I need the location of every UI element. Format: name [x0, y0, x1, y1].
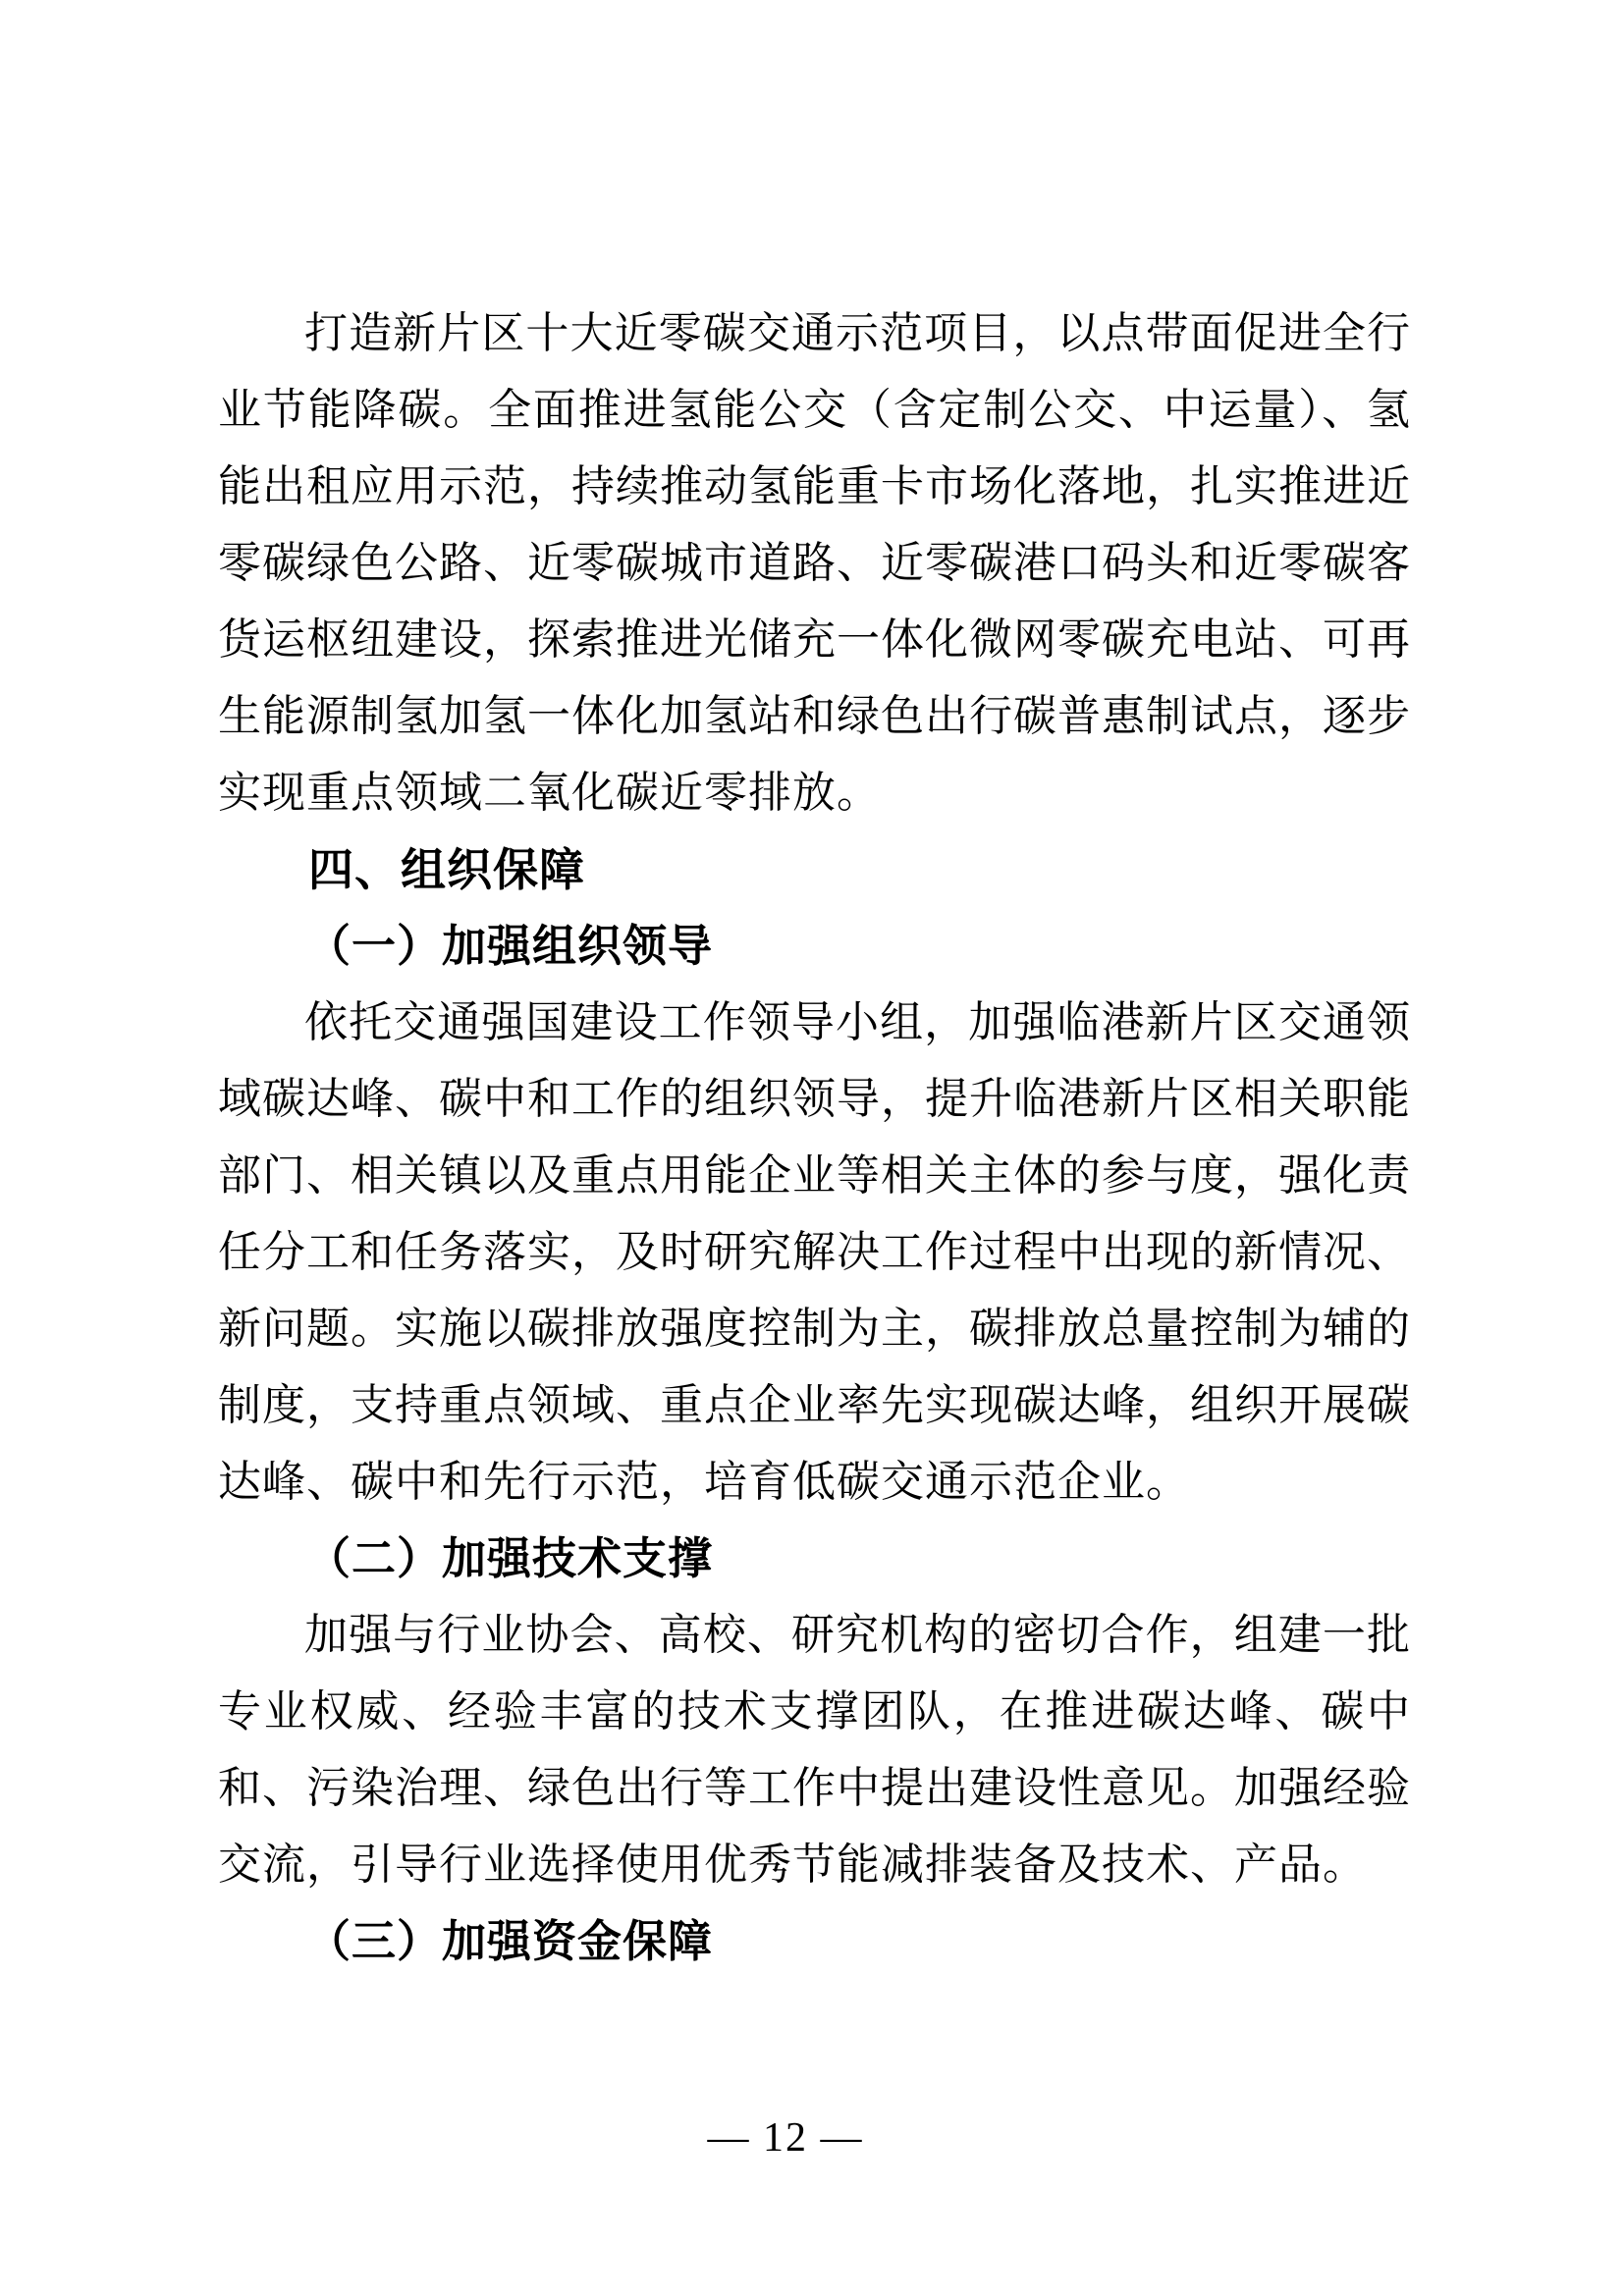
- section-heading-organizational-support: 四、组织保障: [308, 844, 585, 895]
- document-body: [218, 295, 1411, 1980]
- paragraph-org-leadership: 依托交通强国建设工作领导小组，加强临港新片区交通领域碳达峰、碳中和工作的组织领导，提升临港新片区相关职能部门、相关镇以及重点用能企业等相关主体的参与度，强化责任分工和任务落实，及时研究解决工作过程中出现的新情况、新问题。实施以碳排放强度控制为主，碳排放总量控制为辅的制度，支持重点领域、重点企业率先实现碳达峰，组织开展碳达峰、碳中和先行示范，培育低碳交通示范企业。: [218, 998, 1411, 1506]
- subsection-heading-strengthen-org-leadership: （一）加强组织领导: [306, 922, 714, 971]
- page-number: — 12 —: [707, 2115, 864, 2161]
- page-footer: [0, 2112, 1571, 2163]
- paragraph-zero-carbon-projects: 打造新片区十大近零碳交通示范项目，以点带面促进全行业节能降碳。全面推进氢能公交（含定制公交、中运量）、氢能出租应用示范，持续推动氢能重卡市场化落地，扎实推进近零碳绿色公路、近零碳城市道路、近零碳港口码头和近零碳客货运枢纽建设，探索推进光储充一体化微网零碳充电站、可再生能源制氢加氢一体化加氢站和绿色出行碳普惠制试点，逐步实现重点领域二氧化碳近零排放。: [218, 309, 1411, 817]
- paragraph-technical-support: 加强与行业协会、高校、研究机构的密切合作，组建一批专业权威、经验丰富的技术支撑团队，在推进碳达峰、碳中和、污染治理、绿色出行等工作中提出建设性意见。加强经验交流，引导行业选择使用优秀节能减排装备及技术、产品。: [218, 1611, 1411, 1889]
- subsection-heading-strengthen-funding-support: （三）加强资金保障: [306, 1917, 714, 1966]
- subsection-heading-strengthen-technical-support: （二）加强技术支撑: [306, 1534, 714, 1583]
